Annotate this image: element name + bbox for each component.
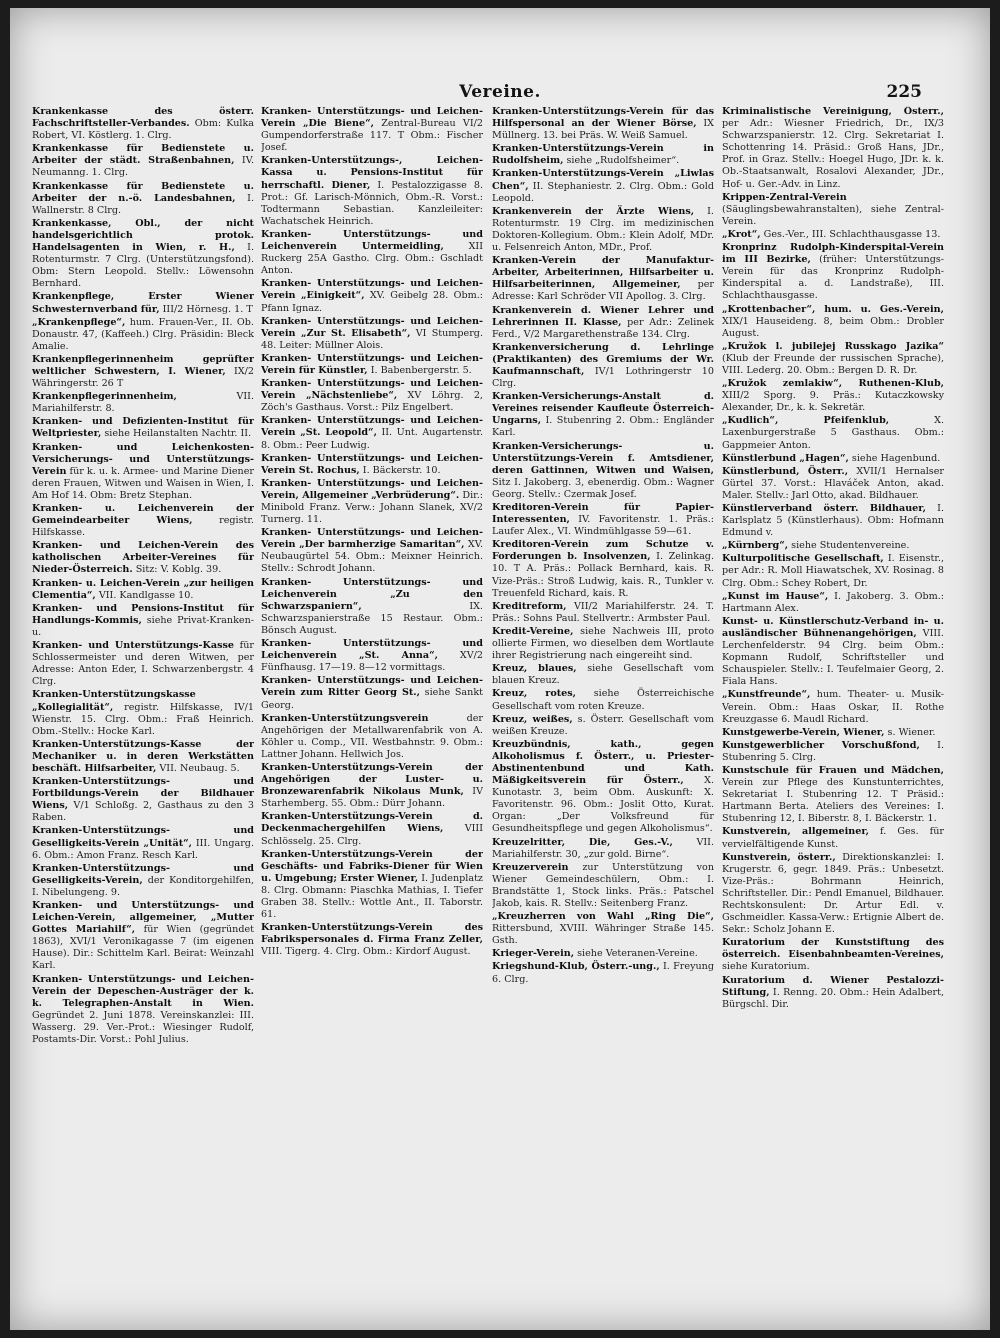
directory-entry: Kranken-Unterstützungs-Verein „Liwlas Chen“, II. Stephaniestr. 2. Clrg. Obm.: Gold Leopold.	[492, 168, 714, 204]
directory-entry: Kranken-Unterstützungs-Verein d. Deckenmachergehilfen Wiens, VIII Schlösselg. 25. Clrg.	[261, 811, 483, 847]
column-1	[32, 106, 254, 1296]
directory-entry: „Kudlich“, Pfeifenklub, X. Laxenburgerstraße 5 Gasthaus. Obm.: Gappmeier Anton.	[722, 415, 944, 451]
directory-entry: Künstlerbund, Österr., XVII/1 Hernalser Gürtel 37. Vorst.: Hlaváček Anton, akad. Maler. Stellv.: Jarl Otto, akad. Bildhauer.	[722, 465, 944, 501]
directory-entry: Kranken- und Leichenkosten-Versicherungs- und Unterstützungs-Verein für k. u. k. Armee- und Marine Diener deren Frauen, Witwen und Waisen in Wien, I. Am Hof 14. Obm: Bretz Stephan.	[32, 441, 254, 501]
directory-entry: Künstlerverband österr. Bildhauer, I. Karlsplatz 5 (Künstlerhaus). Obm: Hofmann Edmund v.	[722, 503, 944, 539]
directory-page	[10, 8, 990, 1330]
column-2	[261, 106, 483, 1296]
directory-entry: Kunstgewerblicher Vorschußfond, I. Stubenring 5. Clrg.	[722, 739, 944, 763]
directory-entry: Krankenverein d. Wiener Lehrer und Lehrerinnen II. Klasse, per Adr.: Zelinek Ferd., V/2 Margarethenstraße 134. Clrg.	[492, 304, 714, 340]
directory-entry: „Kreuzherren von Wahl „Ring Die“, Rittersbund, XVIII. Währinger Straße 145. Gsth.	[492, 911, 714, 947]
directory-entry: Kunstgewerbe-Verein, Wiener, s. Wiener.	[722, 726, 936, 738]
directory-entry: Kriminalistische Vereinigung, Österr., per Adr.: Wiesner Friedrich, Dr., IX/3 Schwarzspanierstr. 12. Clrg. Sekretariat I. Schottenring 14. Präsid.: Groß Hans, JDr., Prof. in Graz. Stellv.: Hoegel Hugo, JDr. k. k. Ob.-Staatsanwalt, Rosalovi Alexander, JDr., Hof- u. Ger.-Adv. in Linz.	[722, 106, 944, 190]
directory-entry: Kranken-Unterstützungs-, Leichen-Kassa u. Pensions-Institut für herrschaftl. Diener, I. Pestalozzigasse 8. Prot.: Gf. Larisch-Mönnich, Obm.-R. Vorst.: Todtermann Sebastian. Kanzleileiter: Wachatschek Heinrich.	[261, 155, 483, 227]
directory-entry: Kreuz, weißes, s. Österr. Gesellschaft vom weißen Kreuze.	[492, 713, 714, 737]
directory-entry: Kranken- und Leichen-Verein des katholischen Arbeiter-Vereines für Nieder-Österreich. Sitz: V. Koblg. 39.	[32, 540, 254, 576]
page-number: 225	[886, 82, 922, 102]
directory-entry: Kranken- Unterstützungs- und Leichenverein „St. Anna“, XV/2 Fünfhausg. 17—19. 8—12 vormittags.	[261, 638, 483, 674]
text-columns	[32, 106, 942, 1296]
directory-entry: Krankenkasse für Bedienstete u. Arbeiter der städt. Straßenbahnen, IV. Neumanng. 1. Clrg.	[32, 143, 254, 179]
directory-entry: Kranken- Unterstützungs- und Leichenverein „Zu den Schwarzspaniern“, IX. Schwarzspanierstraße 15 Restaur. Obm.: Bönsch August.	[261, 576, 483, 636]
directory-entry: Kreuzerverein zur Unterstützung von Wiener Gemeindeschülern, Obm.: I. Brandstätte 1, Stock links. Präs.: Patschel Jakob, kais. R. Stellv.: Seitenberg Franz.	[492, 861, 714, 909]
directory-entry: Kranken-Unterstützungs-Verein der Geschäfts- und Fabriks-Diener für Wien u. Umgebung; Erster Wiener, I. Judenplatz 8. Clrg. Obmann: Piaschka Mathias, I. Tiefer Graben 38. Stellv.: Wottle Ant., II. Taborstr. 61.	[261, 848, 483, 921]
directory-entry: Kreuzelritter, Die, Ges.-V., VII. Mariahilferstr. 30, „zur gold. Birne“.	[492, 836, 714, 860]
directory-entry: Kreditoren-Verein zum Schutze v. Forderungen b. Insolvenzen, I. Zelinkag. 10. T A. Präs.: Pollack Bernhard, kais. R. Vize-Präs.: Stroß Ludwig, kais. R., Tunkler v. Treuenfeld Richard, kais. R.	[492, 539, 714, 599]
directory-entry: Kranken-Unterstützungs-Verein in Rudolfsheim, siehe „Rudolfsheimer“.	[492, 143, 714, 167]
directory-entry: Kranken-Unterstützungs-Verein der Angehörigen der Luster- u. Bronzewarenfabrik Nikolaus Munk, IV Starhemberg. 55. Obm.: Dürr Johann.	[261, 761, 483, 810]
directory-entry: Kranken- Unterstützungs- und Leichen-Verein „St. Leopold“, II. Unt. Augartenstr. 8. Obm.: Peer Ludwig.	[261, 415, 483, 451]
directory-entry: Kranken- Unterstützungs- und Leichen-Verein zum Ritter Georg St., siehe Sankt Georg.	[261, 675, 483, 711]
directory-entry: Kranken- Unterstützungs- und Leichen-Verein für Künstler, I. Babenbergerstr. 5.	[261, 352, 483, 376]
directory-entry: Kranken- Unterstützungs- und Leichen-Verein der Depeschen-Austräger der k. k. Telegraphen-Anstalt in Wien. Gegründet 2. Juni 1878. Vereinskanzlei: III. Wasserg. 29. Ver.-Prot.: Wiesinger Rudolf, Postamts-Dir. Vorst.: Pohl Julius.	[32, 973, 254, 1046]
directory-entry: Kranken- und Unterstützungs- und Leichen-Verein, allgemeiner, „Mutter Gottes Mariahilf“, für Wien (gegründet 1863), XVI/1 Veronikagasse 7 (im eigenen Hause). Dir.: Schittelm Karl. Beirat: Weinzahl Karl.	[32, 900, 254, 972]
directory-entry: Kunst- u. Künstlerschutz-Verband in- u. ausländischer Bühnenangehörigen, VIII. Lerchenfelderstr. 94 Clrg. beim Obm.: Kopmann Rudolf, Schriftsteller und Schauspieler. Stellv.: I. Teufelmaier Georg, 2. Fiala Hans.	[722, 615, 944, 688]
directory-entry: „Kunstfreunde“, hum. Theater- u. Musik-Verein. Obm.: Haas Oskar, II. Rothe Kreuzgasse 6. Maudl Richard.	[722, 689, 944, 725]
directory-entry: Kuratorium d. Wiener Pestalozzi-Stiftung, I. Renng. 20. Obm.: Hein Adalbert, Bürgschl. Dir.	[722, 974, 944, 1010]
directory-entry: Kranken-Unterstützungs-Kasse der Mechaniker u. in deren Werkstätten beschäft. Hilfsarbeiter, VII. Neubaug. 5.	[32, 738, 254, 774]
page-header	[10, 82, 990, 106]
directory-entry: Krankenkasse für Bedienstete u. Arbeiter der n.-ö. Landesbahnen, I. Wallnerstr. 8 Clrg.	[32, 180, 254, 216]
directory-entry: Kranken-Unterstützungs-Verein für das Hilfspersonal an der Wiener Börse, IX Müllnerg. 13. bei Präs. W. Weiß Samuel.	[492, 106, 714, 142]
directory-entry: Kreditreform, VII/2 Mariahilferstr. 24. T. Präs.: Sohns Paul. Stellvertr.: Armbster Paul.	[492, 600, 714, 624]
directory-entry: Kreuz, blaues, siehe Gesellschaft vom blauen Kreuz.	[492, 663, 714, 687]
directory-entry: Krankenpflegerinnenheim, VII. Mariahilferstr. 8.	[32, 391, 254, 415]
directory-entry: Krankenkasse des österr. Fachschriftsteller-Verbandes. Obm: Kulka Robert, VI. Köstlerg. 1. Clrg.	[32, 106, 254, 142]
directory-entry: „Krottenbacher“, hum. u. Ges.-Verein, XIX/1 Hauseideng. 8, beim Obm.: Drobler August.	[722, 303, 944, 339]
directory-entry: Kranken- und Unterstützungs-Kasse für Schlossermeister und deren Witwen, per Adresse: Anton Eder, I. Schwarzenbergstr. 4 Clrg.	[32, 640, 254, 688]
directory-entry: Kranken-Unterstützungs- und Fortbildungs-Verein der Bildhauer Wiens, V/1 Schloßg. 2, Gasthaus zu den 3 Raben.	[32, 776, 254, 824]
directory-entry: Kulturpolitische Gesellschaft, I. Eisenstr., per Adr.: R. Moll Hiawatschek, XV. Rosinag. 8 Clrg. Obm.: Schey Robert, Dr.	[722, 553, 944, 589]
directory-entry: Kranken- Unterstützungs- und Leichen-Verein „Die Biene“, Zentral-Bureau VI/2 Gumpendorferstraße 117. T Obm.: Fischer Josef.	[261, 106, 483, 154]
column-3	[492, 106, 714, 1296]
directory-entry: Kranken-Versicherungs- u. Unterstützungs-Verein f. Amtsdiener, deren Gattinnen, Witwen und Waisen, Sitz I. Jakoberg. 3, ebenerdig. Obm.: Wagner Georg. Stellv.: Czermak Josef.	[492, 440, 714, 500]
directory-entry: Kranken- Unterstützungs- und Leichen-Verein „Der barmherzige Samaritan“, XV. Neubaugürtel 54. Obm.: Meixner Heinrich. Stellv.: Schrodt Johann.	[261, 527, 483, 575]
directory-entry: Krankenpflege, Erster Wiener Schwesternverband für, III/2 Hörnesg. 1. T	[32, 291, 254, 315]
directory-entry: Krieger-Verein, siehe Veteranen-Vereine.	[492, 948, 698, 960]
directory-entry: Kranken-Versicherungs-Anstalt d. Vereines reisender Kaufleute Österreich-Ungarns, I. Stubenring 2. Obm.: Engländer Karl.	[492, 391, 714, 439]
directory-entry: Kranken- Unterstützungs- und Leichen-Verein St. Rochus, I. Bäckerstr. 10.	[261, 452, 483, 476]
directory-entry: Kranken-Verein der Manufaktur-Arbeiter, Arbeiterinnen, Hilfsarbeiter u. Hilfsarbeiterinnen, Allgemeiner, per Adresse: Karl Schröder VII Apollog. 3. Clrg.	[492, 255, 714, 303]
directory-entry: Kunstschule für Frauen und Mädchen, Verein zur Pflege des Kunstunterrichtes, Sekretariat I. Stubenring 12. T Präsid.: Hartmann Berta. Ateliers des Vereines: I. Stubenring 12, I. Biberstr. 8, I. Bäckerstr. 1.	[722, 764, 944, 825]
directory-entry: Kranken- Unterstützungs- und Leichenverein Untermeidling, XII Ruckerg 25A Gastho. Clrg. Obm.: Gschladt Anton.	[261, 228, 483, 277]
directory-entry: „Kružok l. jubilejej Russkago Jazika“ (Klub der Freunde der russischen Sprache), VIII. Lederg. 20. Obm.: Bergen D. R. Dr.	[722, 340, 944, 376]
directory-entry: Kranken- Unterstützungs- und Leichen-Verein „Nächstenliebe“, XV Löhrg. 2, Zöch's Gasthaus. Vorst.: Pilz Engelbert.	[261, 378, 483, 414]
directory-entry: Kranken- u. Leichenverein der Gemeindearbeiter Wiens, registr. Hilfskasse.	[32, 503, 254, 539]
directory-entry: Krankenpflegerinnenheim geprüfter weltlicher Schwestern, I. Wiener, IX/2 Währingerstr. 26 T	[32, 353, 254, 390]
directory-entry: Künstlerbund „Hagen“, siehe Hagenbund.	[722, 452, 941, 464]
directory-entry: Kranken-Unterstützungs- und Geselligkeits-Verein, der Konditorgehilfen, I. Nibelungeng. 9.	[32, 862, 254, 898]
directory-entry: Kuratorium der Kunststiftung des österreich. Eisenbahnbeamten-Vereines, siehe Kuratorium.	[722, 937, 944, 973]
directory-entry: Kranken- und Pensions-Institut für Handlungs-Kommis, siehe Privat-Kranken- u.	[32, 602, 254, 638]
directory-entry: Kranken- Unterstützungs- und Leichen-Verein „Einigkeit“, XV. Geibelg 28. Obm.: Pfann Ignaz.	[261, 278, 483, 314]
directory-entry: „Krankenpflege“, hum. Frauen-Ver., II. Ob. Donaustr. 47, (Kaffeeh.) Clrg. Präsidin: Bleck Amalie.	[32, 316, 254, 352]
directory-entry: Kredit-Vereine, siehe Nachweis III, proto ollierte Firmen, wo dieselben dem Wortlaute ihrer Registrierung nach eingereiht sind.	[492, 625, 714, 662]
directory-entry: „Kürnberg“, siehe Studentenvereine.	[722, 540, 910, 552]
directory-entry: Kunstverein, allgemeiner, f. Ges. für vervielfältigende Kunst.	[722, 826, 944, 850]
directory-entry: Kreuz, rotes, siehe Österreichische Gesellschaft vom roten Kreuze.	[492, 688, 714, 712]
directory-entry: Kranken- und Defizienten-Institut für Weltpriester, siehe Heilanstalten Nachtr. II.	[32, 416, 254, 440]
directory-entry: Kronprinz Rudolph-Kinderspital-Verein im III Bezirke, (früher: Unterstützungs-Verein für das Kronprinz Rudolph-Kinderspital a. d. Landstraße), III. Schlachthausgasse.	[722, 242, 944, 302]
directory-entry: Kranken-Unterstützungs- und Geselligkeits-Verein „Unität“, III. Ungarg. 6. Obm.: Amon Franz. Resch Karl.	[32, 825, 254, 861]
directory-entry: Kranken- u. Leichen-Verein „zur heiligen Clementia“, VII. Kandlgasse 10.	[32, 577, 254, 601]
directory-entry: Krippen-Zentral-Verein (Säuglingsbewahranstalten), siehe Zentral-Verein.	[722, 191, 944, 227]
directory-entry: Kranken- Unterstützungs- und Leichen-Verein, Allgemeiner „Verbrüderung“. Dir.: Minibold Franz. Verw.: Johann Slanek, XV/2 Turnerg. 11.	[261, 477, 483, 526]
directory-entry: Kranken-Unterstützungskasse „Kollegialität“, registr. Hilfskasse, IV/1 Wienstr. 15. Clrg. Obm.: Fraß Heinrich. Obm.-Stellv.: Hocke Karl.	[32, 689, 254, 737]
directory-entry: Krankenkasse, Obl., der nicht handelsgerichtlich protok. Handelsagenten in Wien, r. H., I. Rotenturmstr. 7 Clrg. (Unterstützungsfond). Obm: Stern Leopold. Stellv.: Löwensohn Bernhard.	[32, 217, 254, 290]
directory-entry: Kunstverein, österr., Direktionskanzlei: I. Krugerstr. 6, gegr. 1849. Präs.: Unbesetzt. Vize-Präs.: Bohrmann Heinrich, Schriftsteller. Dir.: Pendl Emanuel, Bildhauer. Rechtskonsulent: Dr. Artur Edl. v. Gschmeidler. Kassa-Verw.: Ertignie Albert de. Sekr.: Scholz Johann E.	[722, 851, 944, 936]
page-title: Vereine.	[459, 82, 541, 102]
directory-entry: Kreditoren-Verein für Papier-Interessenten, IV. Favoritenstr. 1. Präs.: Laufer Alex., VI. Windmühlgasse 59—61.	[492, 502, 714, 538]
directory-entry: „Kružok zemlakiw“, Ruthenen-Klub, XIII/2 Sporg. 9. Präs.: Kutaczkowsky Alexander, Dr., k. k. Sekretär.	[722, 378, 944, 414]
directory-entry: Kreuzbündnis, kath., gegen Alkoholismus f. Österr., u. Priester-Abstinentenbund und Kath. Mäßigkeitsverein für Österr., X. Kunotastr. 3, beim Obm. Auskunft: X. Favoritenstr. 96. Obm.: Joslit Otto, Kurat. Organ: „Der Volksfreund für Gesundheitspflege und gegen Alkoholismus“.	[492, 738, 714, 835]
directory-entry: Kriegshund-Klub, Österr.-ung., I. Freyung 6. Clrg.	[492, 961, 714, 985]
directory-entry: „Krot“, Ges.-Ver., III. Schlachthausgasse 13.	[722, 228, 941, 240]
column-4	[722, 106, 944, 1296]
directory-entry: Kranken-Unterstützungsverein der Angehörigen der Metallwarenfabrik von A. Köhler u. Comp., VII. Westbahnstr. 9. Obm.: Lattner Johann. Hellwich Jos.	[261, 712, 483, 760]
directory-entry: „Kunst im Hause“, I. Jakoberg. 3. Obm.: Hartmann Alex.	[722, 590, 944, 614]
directory-entry: Kranken- Unterstützungs- und Leichen-Verein „Zur St. Elisabeth“, VI Stumperg. 48. Leiter: Müllner Alois.	[261, 315, 483, 351]
directory-entry: Krankenverein der Ärzte Wiens, I. Rotenturmstr. 19 Clrg. im medizinischen Doktoren-Kollegium. Obm.: Klein Adolf, MDr. u. Felsenreich Anton, MDr., Prof.	[492, 205, 714, 254]
directory-entry: Kranken-Unterstützungs-Verein des Fabrikspersonales d. Firma Franz Zeller, VIII. Tigerg. 4. Clrg. Obm.: Kirdorf August.	[261, 922, 483, 958]
directory-entry: Krankenversicherung d. Lehrlinge (Praktikanten) des Gremiums der Wr. Kaufmannschaft, IV/1 Lothringerstr 10 Clrg.	[492, 341, 714, 390]
